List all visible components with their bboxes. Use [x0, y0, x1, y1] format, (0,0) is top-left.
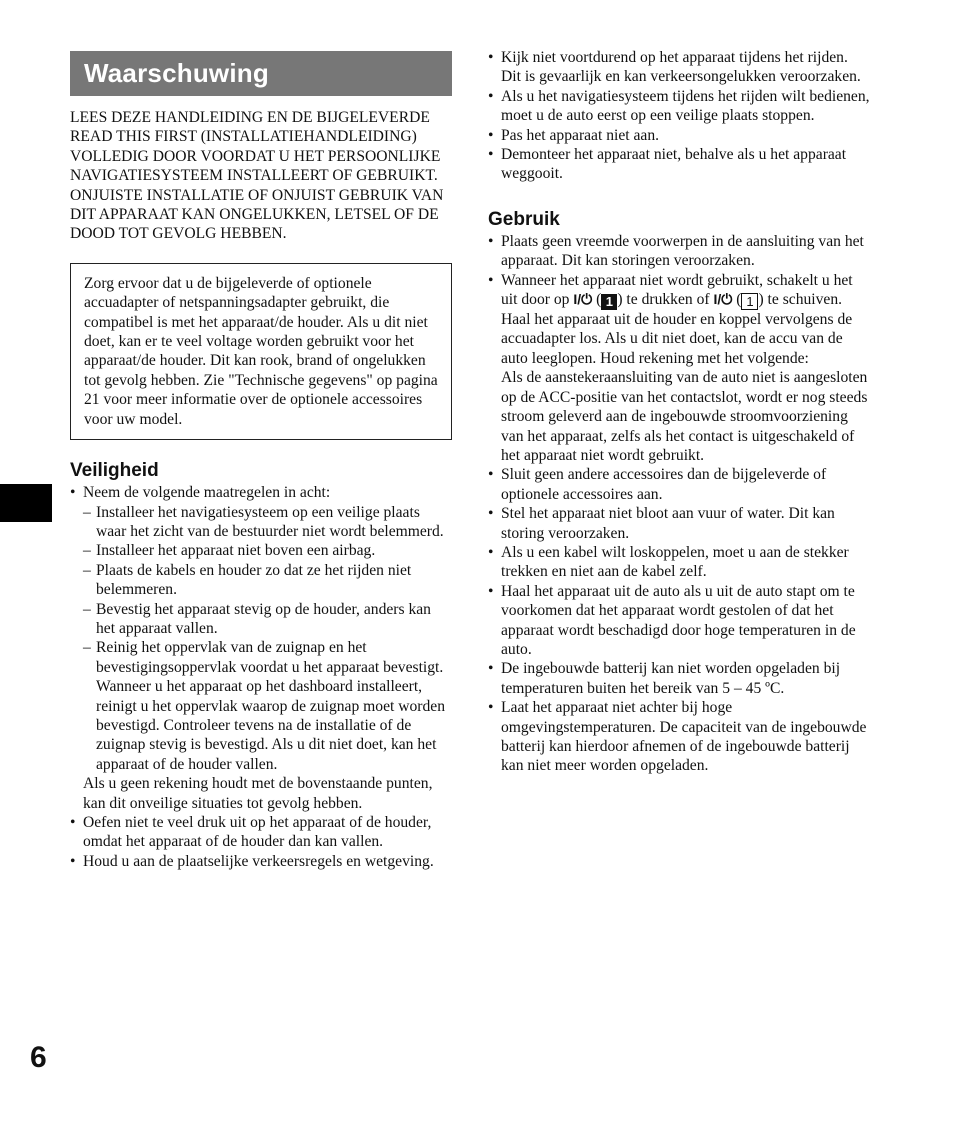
item-text: Wanneer het apparaat niet wordt gebruikt, schakelt u het uit door op [501, 271, 853, 309]
sub-list-item: – Installeer het apparaat niet boven een airbag. [83, 541, 452, 560]
veiligheid-sub-list [83, 503, 452, 775]
item-continuation: Als de aanstekeraansluiting van de auto niet is aangesloten op de ACC-positie van het contactslot, wordt er nog steeds stroom geleverd aan de ingebouwde stroomvoorziening van het apparaat, zelfs als het contact is uitgeschakeld of het apparaat niet wordt gebruikt. [501, 369, 868, 464]
veiligheid-list [70, 483, 452, 871]
warning-text: LEES DEZE HANDLEIDING EN DE BIJGELEVERDE READ THIS FIRST (INSTALLATIEHANDLEIDING) VOLLEDIG DOOR VOORDAT U HET PERSOONLIJKE NAVIGATIESYSTEEM INSTALLEERT OF GEBRUIKT. ONJUISTE INSTALLATIE OF ONJUIST GEBRUIK VAN DIT APPARAAT KAN ONGELUKKEN, LETSEL OF DE DOOD TOT GEVOLG HEBBEN. [70, 109, 444, 243]
list-item: • Laat het apparaat niet achter bij hoge omgevingstemperaturen. De capaciteit van de ingebouwde batterij kan hierdoor afnemen of de ingebouwde batterij kan niet meer worden opgeladen. [488, 698, 870, 776]
veiligheid-closing: Als u geen rekening houdt met de bovenstaande punten, kan dit onveilige situaties tot gevolg hebben. [83, 775, 433, 812]
page-number: 6 [30, 1041, 47, 1074]
callout-number-filled: 1 [601, 294, 617, 310]
list-item: • Als u het navigatiesysteem tijdens het rijden wilt bedienen, moet u de auto eerst op een veilige plaats stoppen. [488, 87, 870, 126]
list-item: • Haal het apparaat uit de auto als u uit de auto stapt om te voorkomen dat het apparaat wordt gestolen of dat het apparaat wordt beschadigd door hoge temperaturen in de auto. [488, 582, 870, 660]
section-title: Waarschuwing [70, 51, 452, 96]
list-item: • Stel het apparaat niet bloot aan vuur of water. Dit kan storing veroorzaken. [488, 504, 870, 543]
sub-list-item: – Bevestig het apparaat stevig op de houder, anders kan het apparaat vallen. [83, 600, 452, 639]
right-column [488, 48, 870, 776]
list-item: • Als u een kabel wilt loskoppelen, moet u aan de stekker trekken en niet aan de kabel zelf. [488, 543, 870, 582]
paren: ( [596, 291, 602, 309]
sub-list-item: – Reinig het oppervlak van de zuignap en het bevestigingsoppervlak voordat u het apparaat bevestigt. Wanneer u het apparaat op het dashboard installeert, reinigt u het oppervlak waarop de zuignap moet worden bevestigd. Controleer tevens na de installatie of de zuignap stevig is bevestigd. Als u dit niet doet, kan het apparaat of de houder vallen. [83, 638, 452, 774]
sub-list-item: – Plaats de kabels en houder zo dat ze het rijden niet belemmeren. [83, 561, 452, 600]
list-item: • Oefen niet te veel druk uit op het apparaat of de houder, omdat het apparaat of de houder dan kan vallen. [70, 813, 452, 852]
item-text: te schuiven. Haal het apparaat uit de houder en koppel vervolgens de accuadapter los. Als u dit niet doet, kan de accu van de auto leeglopen. Houd rekening met het volgende: [501, 291, 853, 367]
list-item: • Sluit geen andere accessoires dan de bijgeleverde of optionele accessoires aan. [488, 465, 870, 504]
paren: ) [617, 291, 623, 309]
sub-list-item: – Installeer het navigatiesysteem op een veilige plaats waar het zicht van de bestuurder niet wordt belemmerd. [83, 503, 452, 542]
list-item: • Houd u aan de plaatselijke verkeersregels en wetgeving. [70, 852, 452, 871]
paren: ) [758, 291, 764, 309]
notice-box: Zorg ervoor dat u de bijgeleverde of optionele accuadapter of netspanningsadapter gebruikt, die compatibel is met het apparaat/de houder. Als u dit niet doet, kan er te veel voltage worden gebruikt voor het apparaat/de houder. Dit kan rook, brand of ongelukken tot gevolg hebben. Zie "Technische gegevens" op pagina 21 voor meer informatie over de optionele accessoires voor uw model. [70, 263, 452, 440]
veiligheid-heading: Veiligheid [70, 460, 159, 482]
side-tab-marker [0, 484, 52, 522]
veiligheid-list-continued [488, 48, 870, 184]
list-item: • De ingebouwde batterij kan niet worden opgeladen bij temperaturen buiten het bereik van 5 – 45 ºC. [488, 659, 870, 698]
list-item [488, 271, 870, 466]
list-item: • Kijk niet voortdurend op het apparaat tijdens het rijden. Dit is gevaarlijk en kan verkeersongelukken veroorzaken. [488, 48, 870, 87]
power-icon: I/⏻ [713, 291, 733, 308]
veiligheid-intro: Neem de volgende maatregelen in acht: [83, 484, 331, 502]
gebruik-list [488, 232, 870, 776]
list-item: • Plaats geen vreemde voorwerpen in de aansluiting van het apparaat. Dit kan storingen veroorzaken. [488, 232, 870, 271]
gebruik-heading: Gebruik [488, 208, 560, 230]
list-item [70, 483, 452, 813]
left-column [70, 51, 452, 871]
item-text: te drukken of [626, 291, 710, 309]
list-item: • Demonteer het apparaat niet, behalve als u het apparaat weggooit. [488, 145, 870, 184]
power-icon: I/⏻ [573, 291, 593, 308]
list-item: • Pas het apparaat niet aan. [488, 126, 870, 145]
callout-number-outline: 1 [741, 293, 758, 310]
paren: ( [736, 291, 742, 309]
